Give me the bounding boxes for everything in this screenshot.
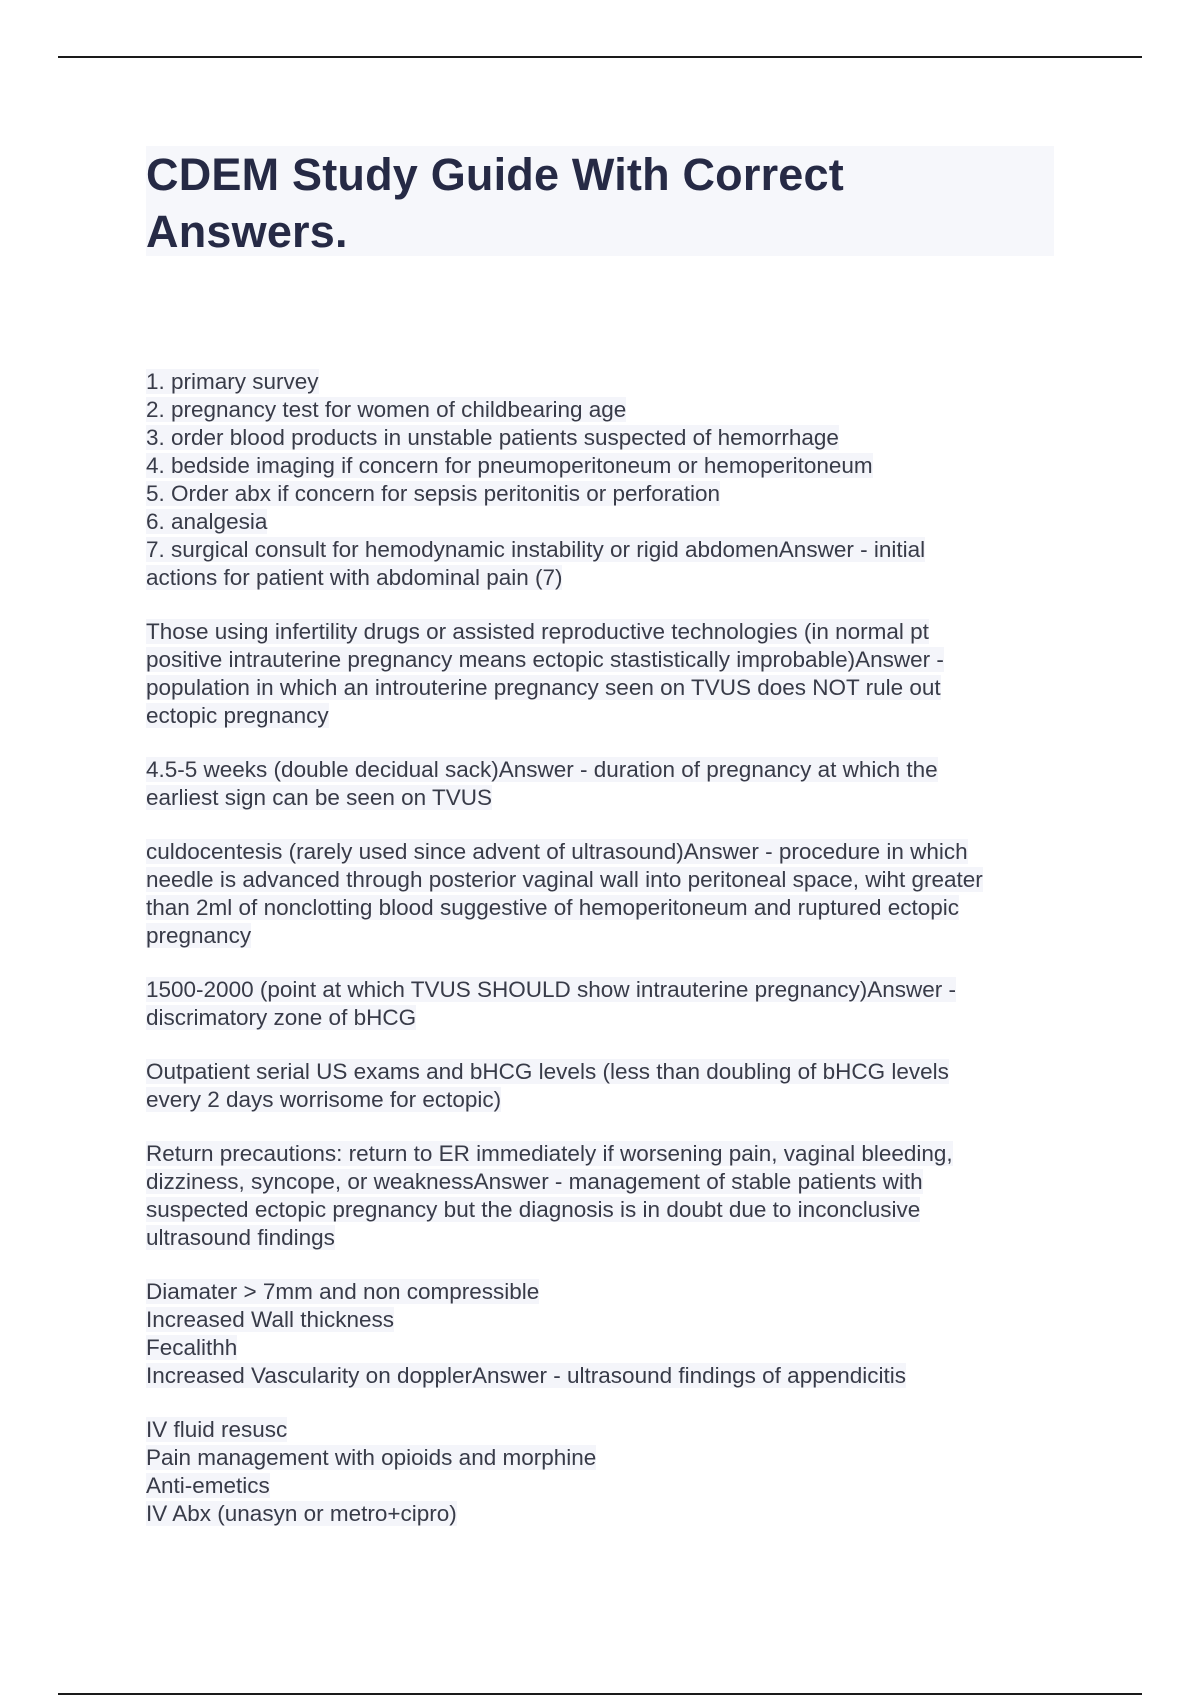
flashcard bbox=[146, 1416, 1066, 1528]
card-line: 2. pregnancy test for women of childbearing age bbox=[146, 397, 627, 422]
flashcard bbox=[146, 1140, 1066, 1252]
card-line: ultrasound findings bbox=[146, 1225, 335, 1250]
card-line: population in which an introuterine pregnancy seen on TVUS does NOT rule out bbox=[146, 675, 941, 700]
flashcard bbox=[146, 618, 1066, 730]
flashcard bbox=[146, 756, 1066, 812]
card-line: Diamater > 7mm and non compressible bbox=[146, 1279, 540, 1304]
card-line: Pain management with opioids and morphine bbox=[146, 1445, 597, 1470]
card-line: 7. surgical consult for hemodynamic instability or rigid abdomenAnswer - initial bbox=[146, 537, 926, 562]
card-line: than 2ml of nonclotting blood suggestive of hemoperitoneum and ruptured ectopic bbox=[146, 895, 960, 920]
card-line: IV fluid resusc bbox=[146, 1417, 288, 1442]
card-line: Anti-emetics bbox=[146, 1473, 270, 1498]
card-line: Increased Vascularity on dopplerAnswer - ultrasound findings of appendicitis bbox=[146, 1363, 907, 1388]
card-line: earliest sign can be seen on TVUS bbox=[146, 785, 493, 810]
flashcard bbox=[146, 838, 1066, 950]
flashcard-list bbox=[146, 368, 1066, 1528]
card-line: actions for patient with abdominal pain (7) bbox=[146, 565, 563, 590]
card-line: 3. order blood products in unstable patients suspected of hemorrhage bbox=[146, 425, 839, 450]
card-line: Return precautions: return to ER immediately if worsening pain, vaginal bleeding, bbox=[146, 1141, 953, 1166]
title-line: CDEM Study Guide With Correct bbox=[146, 149, 844, 200]
card-line: dizziness, syncope, or weaknessAnswer - management of stable patients with bbox=[146, 1169, 923, 1194]
title-line: Answers. bbox=[146, 206, 348, 257]
card-line: IV Abx (unasyn or metro+cipro) bbox=[146, 1501, 457, 1526]
card-line: 6. analgesia bbox=[146, 509, 268, 534]
title-block bbox=[146, 146, 1054, 256]
card-line: Those using infertility drugs or assisted reproductive technologies (in normal pt bbox=[146, 619, 929, 644]
card-line: positive intrauterine pregnancy means ectopic stastistically improbable)Answer - bbox=[146, 647, 944, 672]
flashcard bbox=[146, 976, 1066, 1032]
flashcard bbox=[146, 1058, 1066, 1114]
card-line: Outpatient serial US exams and bHCG levels (less than doubling of bHCG levels bbox=[146, 1059, 949, 1084]
flashcard bbox=[146, 1278, 1066, 1390]
page-title bbox=[146, 146, 1054, 260]
flashcard bbox=[146, 368, 1066, 592]
card-line: Increased Wall thickness bbox=[146, 1307, 395, 1332]
card-line: 1500-2000 (point at which TVUS SHOULD show intrauterine pregnancy)Answer - bbox=[146, 977, 956, 1002]
card-line: discrimatory zone of bHCG bbox=[146, 1005, 417, 1030]
card-line: culdocentesis (rarely used since advent of ultrasound)Answer - procedure in which bbox=[146, 839, 968, 864]
card-line: pregnancy bbox=[146, 923, 252, 948]
card-line: 4.5-5 weeks (double decidual sack)Answer - duration of pregnancy at which the bbox=[146, 757, 938, 782]
card-line: 1. primary survey bbox=[146, 369, 319, 394]
card-line: suspected ectopic pregnancy but the diagnosis is in doubt due to inconclusive bbox=[146, 1197, 921, 1222]
card-line: 5. Order abx if concern for sepsis peritonitis or perforation bbox=[146, 481, 721, 506]
card-line: every 2 days worrisome for ectopic) bbox=[146, 1087, 502, 1112]
top-rule bbox=[58, 56, 1142, 58]
card-line: Fecalithh bbox=[146, 1335, 238, 1360]
card-line: 4. bedside imaging if concern for pneumoperitoneum or hemoperitoneum bbox=[146, 453, 873, 478]
bottom-rule bbox=[58, 1693, 1142, 1695]
card-line: ectopic pregnancy bbox=[146, 703, 329, 728]
card-line: needle is advanced through posterior vaginal wall into peritoneal space, wiht greater bbox=[146, 867, 983, 892]
